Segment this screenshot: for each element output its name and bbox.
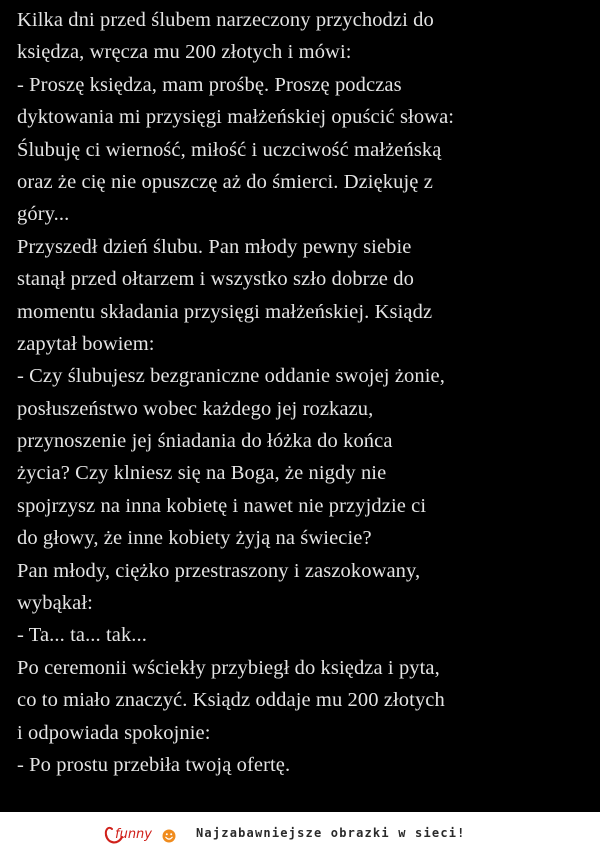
story-line: - Czy ślubujesz bezgraniczne oddanie swojej żonie, bbox=[17, 365, 445, 388]
story-line: przynoszenie jej śniadania do łóżka do końca bbox=[17, 430, 393, 453]
story-line: posłuszeństwo wobec każdego jej rozkazu, bbox=[17, 397, 374, 420]
story-line: dyktowania mi przysięgi małżeńskiej opuścić słowa: bbox=[17, 106, 455, 129]
story-line: Po ceremonii wściekły przybiegł do księdza i pyta, bbox=[17, 656, 440, 679]
story-line: do głowy, że inne kobiety żyją na świecie? bbox=[17, 527, 372, 550]
story-line: Pan młody, ciężko przestraszony i zaszokowany, bbox=[17, 559, 421, 582]
story-line: Ślubuję ci wierność, miłość i uczciwość małżeńską bbox=[17, 138, 442, 161]
story-line: księdza, wręcza mu 200 złotych i mówi: bbox=[17, 41, 352, 64]
site-logo[interactable] bbox=[103, 818, 179, 848]
story-line: - Ta... ta... tak... bbox=[17, 624, 147, 647]
story-line: stanął przed ołtarzem i wszystko szło dobrze do bbox=[17, 268, 414, 291]
story-text bbox=[17, 4, 592, 781]
story-line: zapytał bowiem: bbox=[17, 332, 155, 355]
story-line: góry... bbox=[17, 203, 70, 226]
logo-text: funny bbox=[115, 827, 152, 842]
story-line: spojrzysz na inna kobietę i nawet nie przyjdzie ci bbox=[17, 494, 427, 517]
story-line: wybąkał: bbox=[17, 592, 93, 615]
smiley-face-icon bbox=[163, 830, 176, 843]
logo-graphic bbox=[103, 818, 179, 848]
story-line: - Po prostu przebiła twoją ofertę. bbox=[17, 753, 291, 776]
story-line: co to miało znaczyć. Ksiądz oddaje mu 200 złotych bbox=[17, 689, 445, 712]
story-line: Przyszedł dzień ślubu. Pan młody pewny siebie bbox=[17, 235, 412, 258]
story-line: momentu składania przysięgi małżeńskiej. Ksiądz bbox=[17, 300, 433, 323]
story-line: i odpowiada spokojnie: bbox=[17, 721, 211, 744]
footer-bar bbox=[0, 812, 600, 854]
story-line: oraz że cię nie opuszczę aż do śmierci. Dziękuję z bbox=[17, 170, 433, 193]
story-line: - Proszę księdza, mam prośbę. Proszę podczas bbox=[17, 73, 402, 96]
story-line: życia? Czy klniesz się na Boga, że nigdy nie bbox=[17, 462, 387, 485]
story-line: Kilka dni przed ślubem narzeczony przychodzi do bbox=[17, 9, 434, 31]
footer-slogan: Najzabawniejsze obrazki w sieci! bbox=[196, 826, 466, 840]
